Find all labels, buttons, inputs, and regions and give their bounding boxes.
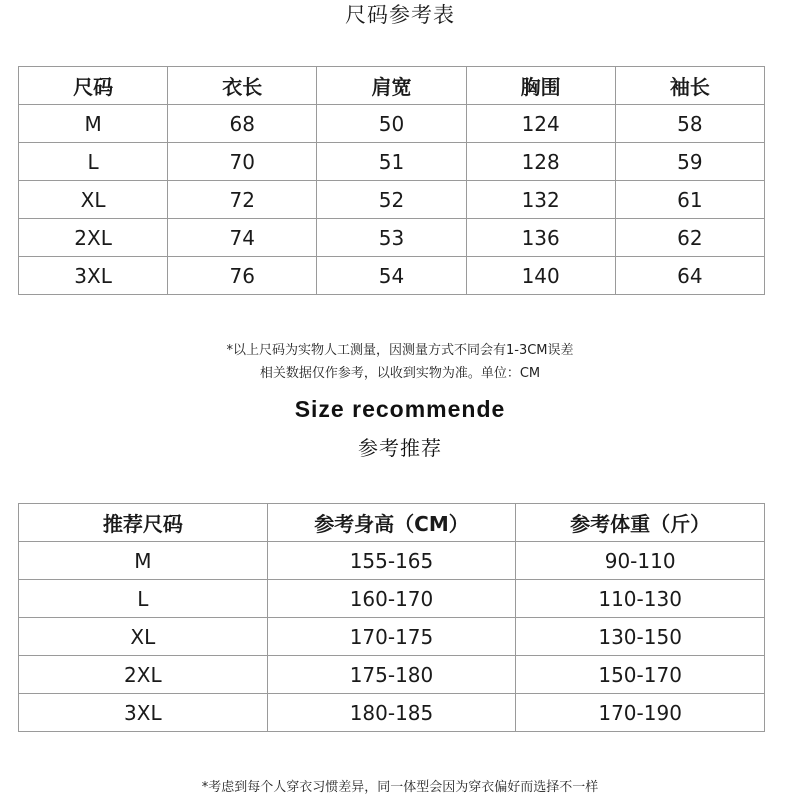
size-chart-title: 尺码参考表 bbox=[345, 3, 455, 27]
header-height: 参考身高（CM） bbox=[267, 504, 516, 542]
measurement-note: *以上尺码为实物人工测量，因测量方式不同会有1-3CM误差 bbox=[226, 343, 574, 358]
table-cell: 54 bbox=[317, 257, 466, 295]
table-cell: 130-150 bbox=[516, 618, 765, 656]
table-row bbox=[19, 219, 765, 257]
table-row bbox=[19, 181, 765, 219]
table-cell: 51 bbox=[317, 143, 466, 181]
table-cell: 76 bbox=[168, 257, 317, 295]
table-cell: 160-170 bbox=[267, 580, 516, 618]
table-cell: 62 bbox=[615, 219, 764, 257]
table-header-row bbox=[19, 504, 765, 542]
table-cell: 50 bbox=[317, 105, 466, 143]
table-cell: 2XL bbox=[19, 656, 268, 694]
header-sleeve: 袖长 bbox=[615, 67, 764, 105]
table-cell: 3XL bbox=[19, 694, 268, 732]
table-cell: 68 bbox=[168, 105, 317, 143]
size-recommendation-table bbox=[18, 503, 765, 732]
table-cell: L bbox=[19, 143, 168, 181]
table-row bbox=[19, 580, 765, 618]
table-cell: 61 bbox=[615, 181, 764, 219]
table-row bbox=[19, 656, 765, 694]
header-shoulder: 肩宽 bbox=[317, 67, 466, 105]
size-chart-table bbox=[18, 66, 765, 295]
table-row bbox=[19, 542, 765, 580]
table-cell: 136 bbox=[466, 219, 615, 257]
table-cell: 70 bbox=[168, 143, 317, 181]
reference-recommend-heading: 参考推荐 bbox=[358, 436, 442, 460]
table-cell: 58 bbox=[615, 105, 764, 143]
table-row bbox=[19, 618, 765, 656]
table-cell: 2XL bbox=[19, 219, 168, 257]
header-chest: 胸围 bbox=[466, 67, 615, 105]
table-row bbox=[19, 143, 765, 181]
table-row bbox=[19, 694, 765, 732]
table-cell: 140 bbox=[466, 257, 615, 295]
table-cell: 74 bbox=[168, 219, 317, 257]
table-cell: 155-165 bbox=[267, 542, 516, 580]
table-cell: 150-170 bbox=[516, 656, 765, 694]
table-cell: 110-130 bbox=[516, 580, 765, 618]
table-cell: XL bbox=[19, 181, 168, 219]
header-size: 尺码 bbox=[19, 67, 168, 105]
table-cell: 64 bbox=[615, 257, 764, 295]
table-header-row bbox=[19, 67, 765, 105]
header-weight: 参考体重（斤） bbox=[516, 504, 765, 542]
fit-preference-note: *考虑到每个人穿衣习惯差异，同一体型会因为穿衣偏好而选择不一样 bbox=[201, 780, 599, 795]
table-cell: 132 bbox=[466, 181, 615, 219]
table-cell: 53 bbox=[317, 219, 466, 257]
size-recommend-heading: Size recommende bbox=[294, 396, 506, 422]
table-cell: 170-190 bbox=[516, 694, 765, 732]
header-recommended-size: 推荐尺码 bbox=[19, 504, 268, 542]
table-cell: 72 bbox=[168, 181, 317, 219]
table-cell: 170-175 bbox=[267, 618, 516, 656]
table-row bbox=[19, 105, 765, 143]
table-cell: 52 bbox=[317, 181, 466, 219]
header-length: 衣长 bbox=[168, 67, 317, 105]
table-cell: 59 bbox=[615, 143, 764, 181]
table-cell: 3XL bbox=[19, 257, 168, 295]
table-cell: 128 bbox=[466, 143, 615, 181]
table-cell: M bbox=[19, 542, 268, 580]
table-cell: 90-110 bbox=[516, 542, 765, 580]
table-cell: XL bbox=[19, 618, 268, 656]
table-cell: M bbox=[19, 105, 168, 143]
table-cell: 180-185 bbox=[267, 694, 516, 732]
table-row bbox=[19, 257, 765, 295]
table-cell: 175-180 bbox=[267, 656, 516, 694]
measurement-note-2: 相关数据仅作参考，以收到实物为准。单位：CM bbox=[259, 366, 541, 381]
table-cell: 124 bbox=[466, 105, 615, 143]
table-cell: L bbox=[19, 580, 268, 618]
